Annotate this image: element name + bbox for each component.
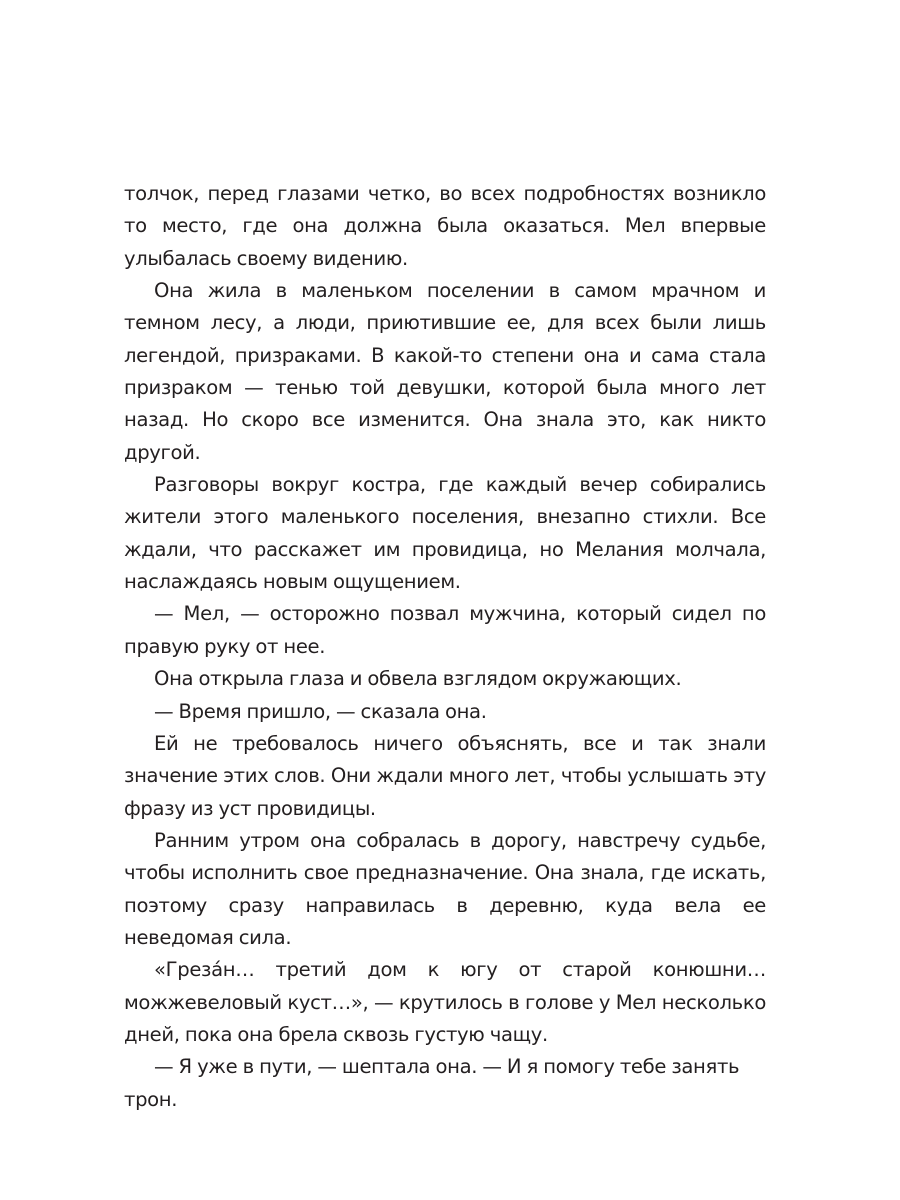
paragraph-1: толчок, перед глазами четко, во всех подробностях возникло то место, где она должна была оказаться. Мел впервые улыбалась своему видению. (124, 182, 766, 270)
paragraph-5: Она открыла глаза и обвела взглядом окружающих. (154, 667, 682, 691)
paragraph-8: Ранним утром она собралась в дорогу, навстречу судьбе, чтобы исполнить свое предназначение. Она знала, где искать, поэтому сразу направилась в деревню, куда вела ее неведомая сила. (124, 828, 766, 949)
paragraph-9: «Греза́н… третий дом к югу от старой конюшни… можжевеловый куст…», — крутилось в голове у Мел несколько дней, пока она брела сквозь густую чащу. (124, 958, 766, 1046)
paragraph-7: Ей не требовалось ничего объяснять, все и так знали значение этих слов. Они ждали много лет, чтобы услышать эту фразу из уст провидицы. (124, 731, 766, 820)
paragraph-10: — Я уже в пути, — шептала она. — И я помогу тебе занять трон. (124, 1055, 740, 1111)
paragraph-6: — Время пришло, — сказала она. (154, 699, 487, 723)
page-text (124, 178, 766, 1116)
paragraph-3: Разговоры вокруг костра, где каждый вечер собирались жители этого маленького поселения, внезапно стихли. Все ждали, что расскажет им провидица, но Мелания молчала, наслаждаясь новым ощущением. (124, 473, 766, 594)
paragraph-4: — Мел, — осторожно позвал мужчина, который сидел по правую руку от нее. (124, 602, 766, 658)
paragraph-2: Она жила в маленьком поселении в самом мрачном и темном лесу, а люди, приютившие ее, для всех были лишь легендой, призраками. В какой-то степени она и сама стала призраком — тенью той девушки, которой была много лет назад. Но скоро все изменится. Она знала это, как никто другой. (124, 279, 766, 464)
